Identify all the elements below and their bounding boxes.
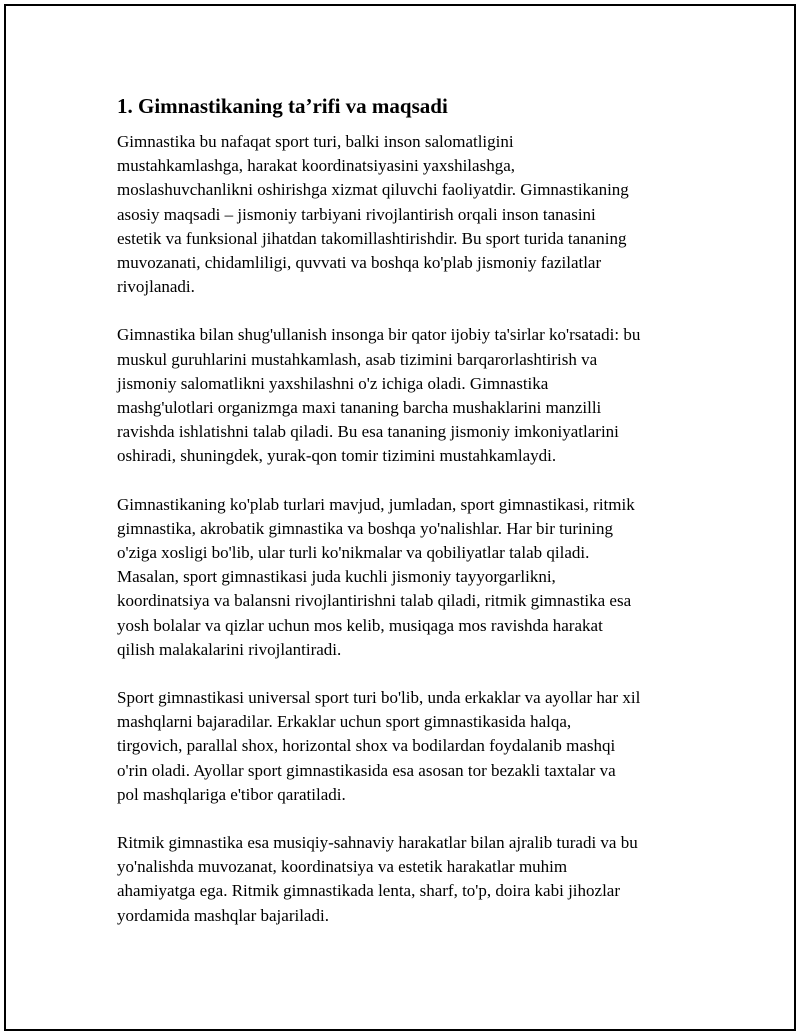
- paragraph-sport-gymnastics: [117, 686, 694, 807]
- text-line: estetik va funksional jihatdan takomillashtirishdir. Bu sport turida tananing: [117, 228, 627, 248]
- text-line: qilish malakalarini rivojlantiradi.: [117, 639, 342, 659]
- text-line: rivojlanadi.: [117, 277, 195, 297]
- text-line: o'rin oladi. Ayollar sport gimnastikasida esa asosan tor bezakli taxtalar va: [117, 760, 616, 780]
- text-line: Gimnastika bu nafaqat sport turi, balki inson salomatligini: [117, 132, 514, 151]
- paragraph-benefits: [117, 323, 694, 468]
- text-line: muvozanati, chidamliligi, quvvati va boshqa ko'plab jismoniy fazilatlar: [117, 253, 602, 273]
- text-line: Sport gimnastikasi universal sport turi bo'lib, unda erkaklar va ayollar har xil: [117, 688, 641, 708]
- text-line: mashg'ulotlari organizmga maxi tananing barcha mushaklarini manzilli: [117, 398, 602, 418]
- text-line: ravishda ishlatishni talab qiladi. Bu esa tananing jismoniy imkoniyatlarini: [117, 422, 619, 442]
- text-line: pol mashqlariga e'tibor qaratiladi.: [117, 784, 346, 804]
- text-line: ahamiyatga ega. Ritmik gimnastikada lenta, sharf, to'p, doira kabi jihozlar: [117, 881, 620, 901]
- text-line: mustahkamlashga, harakat koordinatsiyasini yaxshilashga,: [117, 156, 515, 176]
- text-line: Gimnastikaning ko'plab turlari mavjud, jumladan, sport gimnastikasi, ritmik: [117, 494, 635, 514]
- text-line: Ritmik gimnastika esa musiqiy-sahnaviy harakatlar bilan ajralib turadi va bu: [117, 833, 638, 853]
- paragraph-definition: [117, 130, 694, 299]
- text-line: gimnastika, akrobatik gimnastika va boshqa yo'nalishlar. Har bir turining: [117, 518, 613, 538]
- text-line: o'ziga xosligi bo'lib, ular turli ko'nikmalar va qobiliyatlar talab qiladi.: [117, 543, 590, 563]
- text-line: yordamida mashqlar bajariladi.: [117, 905, 329, 925]
- text-line: tirgovich, parallal shox, horizontal shox va bodilardan foydalanib mashqi: [117, 736, 616, 756]
- text-line: Gimnastika bilan shug'ullanish insonga bir qator ijobiy ta'sirlar ko'rsatadi: bu: [117, 325, 641, 345]
- text-line: Masalan, sport gimnastikasi juda kuchli jismoniy tayyorgarlikni,: [117, 567, 556, 587]
- text-line: yosh bolalar va qizlar uchun mos kelib, musiqaga mos ravishda harakat: [117, 615, 603, 635]
- text-line: jismoniy salomatlikni yaxshilashni o'z ichiga oladi. Gimnastika: [117, 373, 549, 393]
- text-line: yo'nalishda muvozanat, koordinatsiya va estetik harakatlar muhim: [117, 857, 568, 877]
- paragraph-types: [117, 493, 694, 662]
- text-line: koordinatsiya va balansni rivojlantirishni talab qiladi, ritmik gimnastika esa: [117, 591, 632, 611]
- document-body: [114, 92, 694, 952]
- text-line: oshiradi, shuningdek, yurak-qon tomir tizimini mustahkamlaydi.: [117, 446, 557, 466]
- text-line: asosiy maqsadi – jismoniy tarbiyani rivojlantirish orqali inson tanasini: [117, 204, 596, 224]
- text-line: moslashuvchanlikni oshirishga xizmat qiluvchi faoliyatdir. Gimnastikaning: [117, 180, 629, 200]
- section-heading: 1. Gimnastikaning ta’rifi va maqsadi: [117, 94, 448, 118]
- paragraph-rhythmic-gymnastics: [117, 831, 694, 928]
- text-line: mashqlarni bajaradilar. Erkaklar uchun sport gimnastikasida halqa,: [117, 712, 572, 732]
- text-line: muskul guruhlarini mustahkamlash, asab tizimini barqarorlashtirish va: [117, 349, 598, 369]
